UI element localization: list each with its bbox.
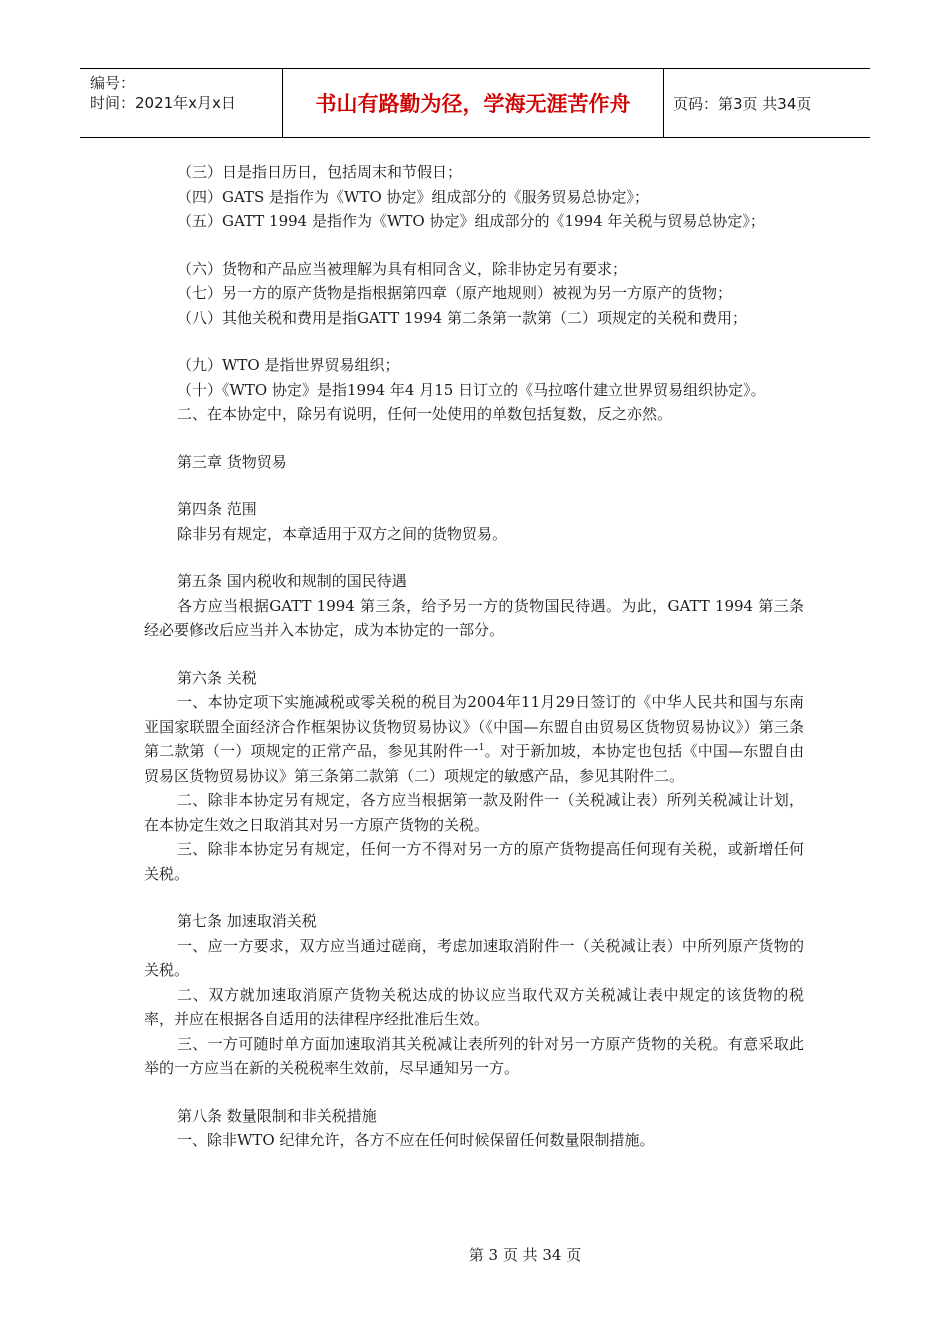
article-8-paragraph-1: 一、除非WTO 纪律允许，各方不应在任何时候保留任何数量限制措施。 — [177, 1131, 655, 1149]
article-5-paragraph: 各方应当根据GATT 1994 第三条，给予另一方的货物国民待遇。为此，GATT 1994 第三条经必要修改后应当并入本协定，成为本协定的一部分。 — [144, 596, 804, 639]
article-8-title: 第八条 数量限制和非关税措施 — [177, 1106, 377, 1125]
definition-3: （三）日是指日历日，包括周末和节假日； — [177, 163, 463, 181]
header-page-number: 页码：第3页 共34页 — [673, 94, 812, 113]
footer-page-number: 第 3 页 共 34 页 — [468, 1246, 582, 1264]
article-6-paragraph-2: 二、除非本协定另有规定，各方应当根据第一款及附件一（关税减让表）所列关税减让计划，在本协定生效之日取消其对另一方原产货物的关税。 — [144, 791, 804, 834]
definition-7: （七）另一方的原产货物是指根据第四章（原产地规则）被视为另一方原产的货物； — [177, 284, 733, 302]
definition-6: （六）货物和产品应当被理解为具有相同含义，除非协定另有要求； — [177, 259, 628, 278]
document-number: 编号： — [90, 74, 136, 92]
page-footer — [0, 1244, 950, 1265]
article-7-paragraph-2: 二、双方就加速取消原产货物关税达成的协议应当取代双方关税减让表中规定的该货物的税率，并应在根据各自适用的法律程序经批准后生效。 — [144, 985, 804, 1028]
document-body — [144, 160, 804, 1153]
definition-9: （九）WTO 是指世界贸易组织； — [177, 356, 400, 374]
article-5-title: 第五条 国内税收和规制的国民待遇 — [177, 572, 407, 590]
footnote-marker[interactable]: 1 — [478, 743, 485, 753]
definition-10: （十）《WTO 协定》是指1994 年4 月15 日订立的《马拉喀什建立世界贸易组织协定》。 — [177, 380, 766, 399]
article-4-title: 第四条 范围 — [177, 500, 257, 518]
definition-5: （五）GATT 1994 是指作为《WTO 协定》组成部分的《1994 年关税与贸易总协定》； — [177, 212, 765, 230]
definition-4: （四）GATS 是指作为《WTO 协定》组成部分的《服务贸易总协定》； — [177, 187, 650, 206]
header-motto: 书山有路勤为径，学海无涯苦作舟 — [282, 69, 664, 137]
page-header — [80, 68, 870, 138]
chapter-3-heading: 第三章 货物贸易 — [177, 452, 287, 471]
article-6-paragraph-1-text-cont: 。对于新加坡，本协定也包括《中国—东盟自由贸易区货物贸易协议》第三条第二款第（二）项规定的敏感产品，参见其附件二。 — [144, 742, 804, 785]
article-7-paragraph-3: 三、一方可随时单方面加速取消其关税减让表所列的针对另一方原产货物的关税。有意采取此举的一方应当在新的关税税率生效前，尽早通知另一方。 — [144, 1034, 804, 1077]
article-6-paragraph-1 — [144, 690, 804, 788]
definition-8: （八）其他关税和费用是指GATT 1994 第二条第一款第（二）项规定的关税和费用； — [177, 308, 747, 327]
article-7-paragraph-1: 一、应一方要求，双方应当通过磋商，考虑加速取消附件一（关税减让表）中所列原产货物的关税。 — [144, 936, 804, 979]
article-6-title: 第六条 关税 — [177, 668, 257, 687]
article-6-paragraph-1-text: 一、本协定项下实施减税或零关税的税目为2004年11月29日签订的《中华人民共和国与东南亚国家联盟全面经济合作框架协议货物贸易协议》（《中国—东盟自由贸易区货物贸易协议》）第三条第二款第（一）项规定的正常产品，参见其附件一 — [144, 693, 804, 760]
article-7-title: 第七条 加速取消关税 — [177, 912, 317, 930]
document-date: 时间：2021年x月x日 — [90, 94, 236, 112]
article-6-paragraph-3: 三、除非本协定另有规定，任何一方不得对另一方的原产货物提高任何现有关税，或新增任何关税。 — [144, 840, 804, 883]
plural-clause: 二、在本协定中，除另有说明，任何一处使用的单数包括复数，反之亦然。 — [177, 405, 673, 423]
article-4-paragraph: 除非另有规定，本章适用于双方之间的货物贸易。 — [177, 524, 508, 543]
header-meta — [80, 69, 282, 137]
